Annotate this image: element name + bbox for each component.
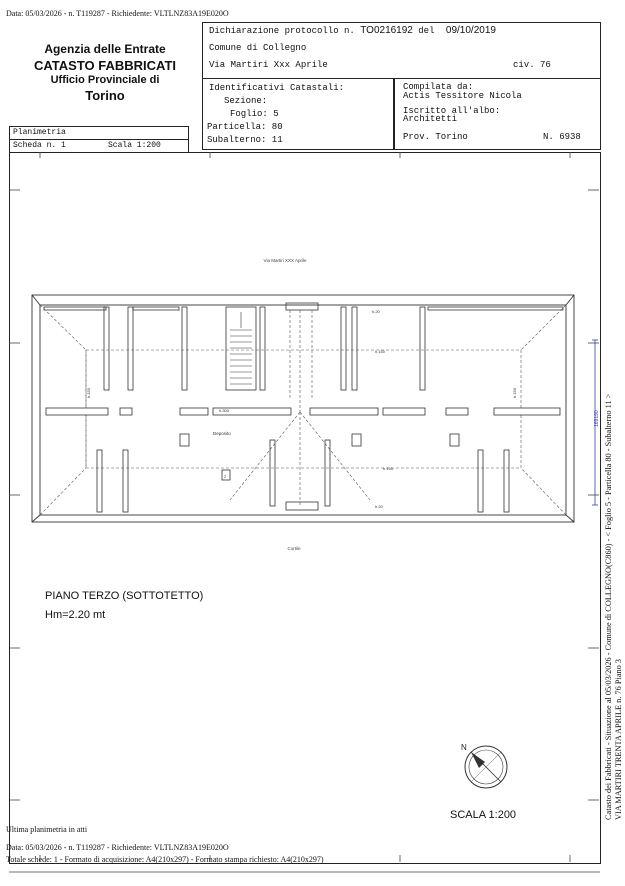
side-address-line: VIA MARTIRI TRENTA APRILE n. 76 Piano 3 — [614, 659, 623, 820]
protocol-number: TO0216192 — [360, 25, 413, 36]
deposito-label: Deposito — [213, 431, 231, 436]
protocol-label: Dichiarazione protocollo n. — [209, 26, 355, 36]
dim-label-2: h.150 — [375, 349, 386, 354]
dim-label-6: h.150 — [86, 387, 91, 398]
dim-label-3: h.300 — [219, 408, 230, 413]
top-request-line: Data: 05/03/2026 - n. T119287 - Richiedente: VLTLNZ83A19E020O — [6, 9, 229, 18]
floor-title: PIANO TERZO (SOTTOTETTO) — [45, 590, 204, 602]
del-label: del — [418, 26, 435, 36]
scale-label: SCALA 1:200 — [450, 809, 517, 821]
city-name: Torino — [85, 88, 125, 103]
dim-label-1: h.20 — [372, 309, 380, 314]
stair — [230, 312, 252, 384]
footer-data-line: Data: 05/03/2026 - n. T119287 - Richiedente: VLTLNZ83A19E020O — [6, 843, 229, 852]
identificativi-label: Identificativi Catastali: — [209, 83, 345, 93]
north-label: N — [461, 743, 467, 752]
ufficio-label: Ufficio Provinciale di — [50, 74, 160, 86]
foglio-text: Foglio: 5 — [230, 109, 279, 119]
particella-text: Particella: 80 — [207, 122, 283, 132]
footer-totale-line: Totale schede: 1 - Formato di acquisizione: A4(210x297) - Formato stampa richiesto: A4(210x297) — [6, 855, 324, 864]
dim-label-5: h.20 — [375, 504, 383, 509]
subalterno-text: Subalterno: 11 — [207, 135, 283, 145]
sezione-text: Sezione: — [224, 96, 268, 106]
street-label: Via Martiri XXX Aprile — [263, 258, 307, 263]
comune-text: Comune di Collegno — [209, 43, 307, 53]
central-beam — [46, 408, 560, 446]
upper-rooms — [44, 303, 563, 390]
numero-iscrizione: N. 6938 — [543, 132, 581, 142]
compilata-label: Compilata da: — [403, 82, 474, 92]
floor-height: Hm=2.20 mt — [45, 609, 106, 621]
agency-name: Agenzia delle Entrate — [44, 42, 166, 56]
scala-label: Scala 1:200 — [108, 141, 161, 150]
building-outline — [32, 295, 574, 522]
lower-dormers — [97, 440, 509, 512]
side-stamp-line — [588, 335, 602, 515]
catasto-title: CATASTO FABBRICATI — [33, 58, 177, 73]
compilata-name: Actis Tessitore Nicola — [403, 91, 522, 101]
via-text: Via Martiri Xxx Aprile — [209, 60, 328, 70]
cortile-label: Cortile — [287, 546, 301, 551]
civico-text: civ. 76 — [513, 60, 551, 70]
small-room-label: 2 — [224, 474, 227, 479]
north-arrow-icon — [455, 740, 525, 800]
scheda-label: Scheda n. 1 — [13, 141, 66, 150]
prov-text: Prov. Torino — [403, 132, 468, 142]
ultima-planimetria: Ultima planimetria in atti — [6, 825, 88, 834]
iscritto-value: Architetti — [403, 114, 458, 124]
planimetria-label: Planimetria — [13, 128, 66, 137]
roof-dashed-lines — [40, 305, 566, 515]
side-cadastral-line: Catasto dei Fabbricati - Situazione al 05/03/2026 - Comune di COLLEGNO(C860) - < Foglio 5 - Particella 80 - Subalterno 11 > — [604, 393, 613, 820]
protocol-date: 09/10/2019 — [445, 25, 496, 36]
dim-label-4: h.150 — [383, 466, 394, 471]
side-stamp-number: 169190 — [594, 410, 600, 427]
dim-label-7: h.150 — [512, 387, 517, 398]
iscritto-label: Iscritto all'albo: — [403, 106, 501, 116]
